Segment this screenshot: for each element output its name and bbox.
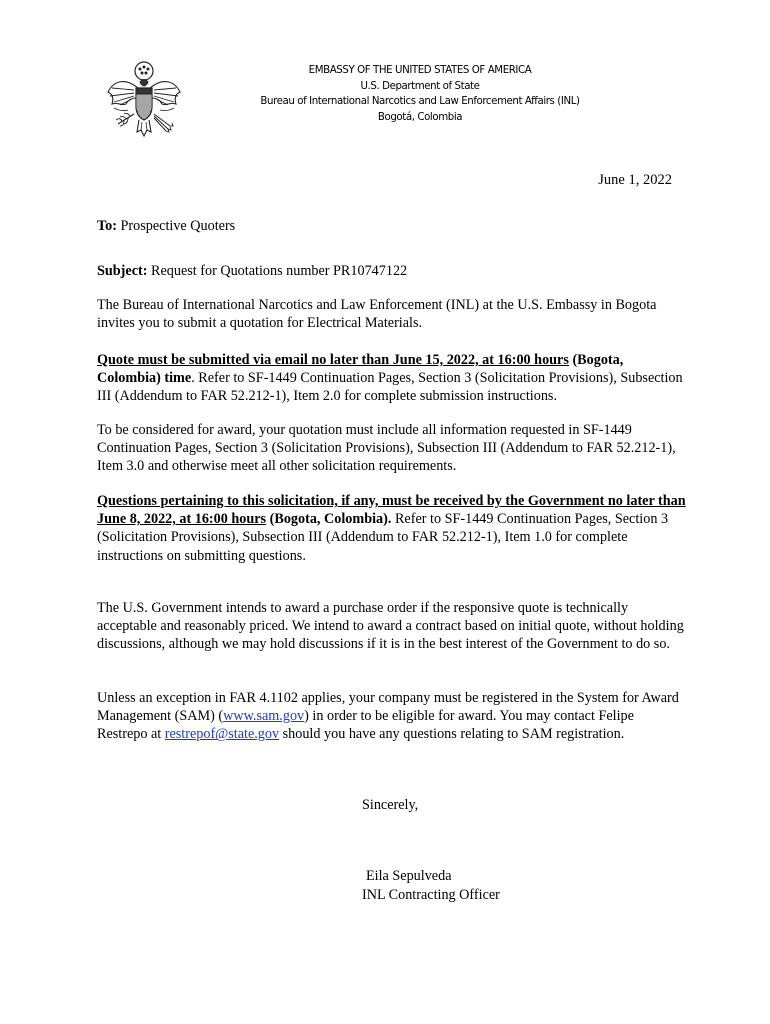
letterhead-embassy: EMBASSY OF THE UNITED STATES OF AMERICA <box>308 63 532 76</box>
deadline-emphasis: Quote must be submitted via email no later than June 15, 2022, at 16:00 hours <box>97 352 569 368</box>
deadline-paragraph <box>97 351 687 406</box>
subject-label: Subject: <box>97 263 148 279</box>
signature-block <box>362 867 500 905</box>
sam-website-link[interactable]: www.sam.gov <box>223 708 305 725</box>
great-seal-icon <box>104 58 184 140</box>
letter-date: June 1, 2022 <box>598 172 672 188</box>
questions-paragraph <box>97 492 687 565</box>
questions-emphasis: Questions pertaining to this solicitation, if any, must be received by the Government no later than June 8, 2022, at 16:00 hours <box>97 493 686 528</box>
letterhead-location: Bogotá, Colombia <box>377 109 463 123</box>
contact-email-link[interactable]: restrepof@state.gov <box>164 726 280 743</box>
intro-paragraph: The Bureau of International Narcotics and Law Enforcement (INL) at the U.S. Embassy in Bogota invites you to submit a quotation for Electrical Materials. <box>97 297 657 332</box>
recipient-line <box>97 217 687 235</box>
letterhead <box>243 62 596 124</box>
consideration-paragraph: To be considered for award, your quotation must include all information requested in SF-1449 Continuation Pages, Section 3 (Solicitation Provisions), Subsection III (Addendum to FAR 52.212-1), Item 3.0 and otherwise meet all other solicitation requirements. <box>97 422 676 475</box>
subject-value: Request for Quotations number PR10747122 <box>147 263 408 279</box>
deadline-timezone: (Bogota, Colombia) time <box>97 352 624 387</box>
to-value: Prospective Quoters <box>116 218 236 234</box>
sam-text-2: ) in order to be eligible for award. You may contact Felipe Restrepo at <box>97 708 634 743</box>
sam-text-1: Unless an exception in FAR 4.1102 applies, your company must be registered in the System for Award Management (SAM) ( <box>97 690 679 725</box>
questions-timezone: (Bogota, Colombia). <box>266 511 392 528</box>
sam-paragraph <box>97 689 687 744</box>
sam-text-3: should you have any questions relating to SAM registration. <box>279 726 625 743</box>
letterhead-department: U.S. Department of State <box>360 78 480 92</box>
subject-line <box>97 262 687 280</box>
award-paragraph: The U.S. Government intends to award a purchase order if the responsive quote is technically acceptable and reasonably priced. We intend to award a contract based on initial quote, without holding discussions, although we may hold discussions if it is in the best interest of the Government to do so. <box>97 600 684 653</box>
letterhead-bureau: Bureau of International Narcotics and Law Enforcement Affairs (INL) <box>260 94 580 107</box>
questions-details: Refer to SF-1449 Continuation Pages, Section 3 (Solicitation Provisions), Subsection III (Addendum to FAR 52.212-1), Item 1.0 for complete instructions on submitting questions. <box>97 511 669 564</box>
closing-salutation: Sincerely, <box>362 797 419 813</box>
deadline-details: . Refer to SF-1449 Continuation Pages, Section 3 (Solicitation Provisions), Subsection III (Addendum to FAR 52.212-1), Item 2.0 for complete submission instructions. <box>97 370 683 405</box>
signatory-name: Eila Sepulveda <box>366 868 452 884</box>
to-label: To: <box>97 218 117 234</box>
signatory-title: INL Contracting Officer <box>362 887 500 903</box>
